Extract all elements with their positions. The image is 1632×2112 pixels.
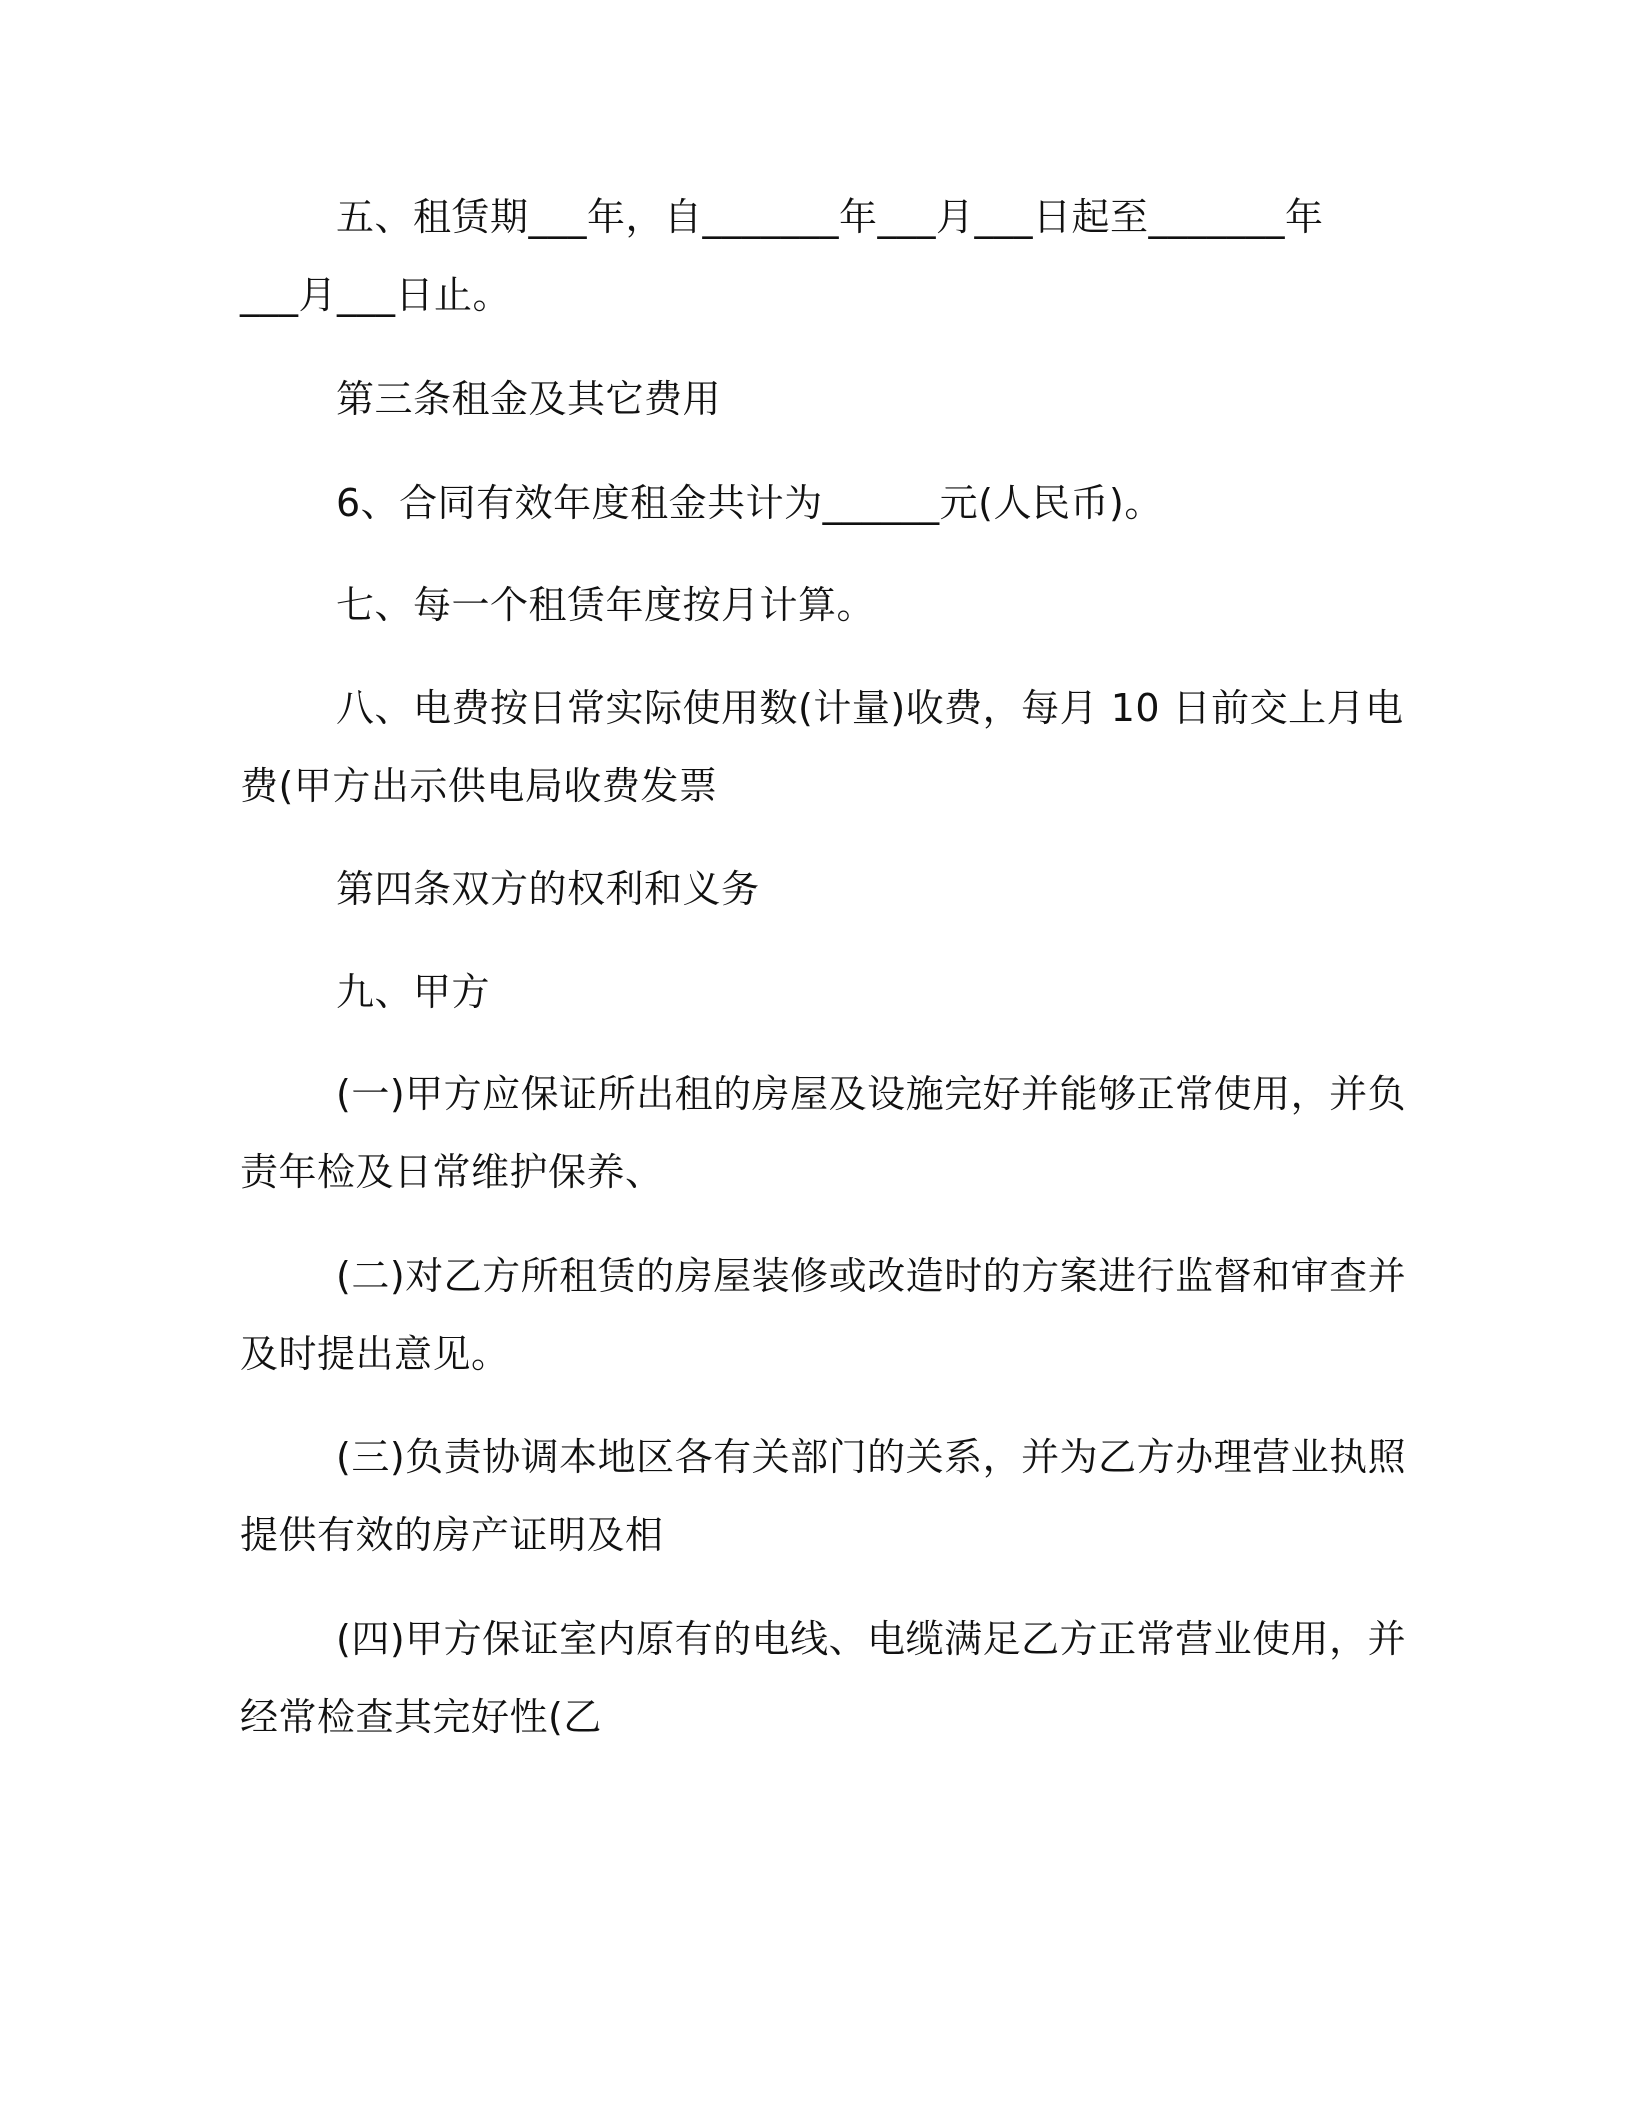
paragraph-line: 五、租赁期___年，自_______年___月___日起至_______年 <box>336 195 1324 239</box>
paragraph-line: 经常检查其完好性(乙 <box>240 1695 602 1739</box>
paragraph-line: 九、甲方 <box>336 970 491 1014</box>
paragraph-line: 第四条双方的权利和义务 <box>336 867 760 911</box>
paragraph-electricity <box>240 669 1404 825</box>
paragraph-line: 第三条租金及其它费用 <box>336 377 722 421</box>
paragraph-line: 责年检及日常维护保养、 <box>240 1150 664 1194</box>
paragraph-monthly-calc <box>240 566 1360 644</box>
paragraph-line: 八、电费按日常实际使用数(计量)收费，每月 10 日前交上月电 <box>336 686 1404 730</box>
paragraph-line: 费(甲方出示供电局收费发票 <box>240 764 718 808</box>
paragraph-line: 七、每一个租赁年度按月计算。 <box>336 583 876 627</box>
paragraph-line: 及时提出意见。 <box>240 1332 510 1376</box>
paragraph-line: (一)甲方应保证所出租的房屋及设施完好并能够正常使用，并负 <box>336 1072 1407 1116</box>
paragraph-clause-2 <box>240 1237 1407 1393</box>
paragraph-line: (四)甲方保证室内原有的电线、电缆满足乙方正常营业使用，并 <box>336 1617 1407 1661</box>
paragraph-annual-rent <box>240 464 1360 542</box>
paragraph-line: ___月___日止。 <box>240 273 512 317</box>
paragraph-party-a <box>240 953 1360 1031</box>
paragraph-lease-term <box>240 178 1360 334</box>
paragraph-line: (二)对乙方所租赁的房屋装修或改造时的方案进行监督和审查并 <box>336 1254 1407 1298</box>
paragraph-clause-3 <box>240 1418 1407 1574</box>
article-heading-rent-fees <box>240 360 1360 438</box>
paragraph-line: 提供有效的房产证明及相 <box>240 1513 664 1557</box>
paragraph-clause-1 <box>240 1055 1407 1211</box>
paragraph-line: (三)负责协调本地区各有关部门的关系，并为乙方办理营业执照 <box>336 1435 1407 1479</box>
article-heading-rights-duties <box>240 850 1360 928</box>
paragraph-line: 6、合同有效年度租金共计为______元(人民币)。 <box>336 481 1163 525</box>
paragraph-clause-4 <box>240 1600 1407 1756</box>
